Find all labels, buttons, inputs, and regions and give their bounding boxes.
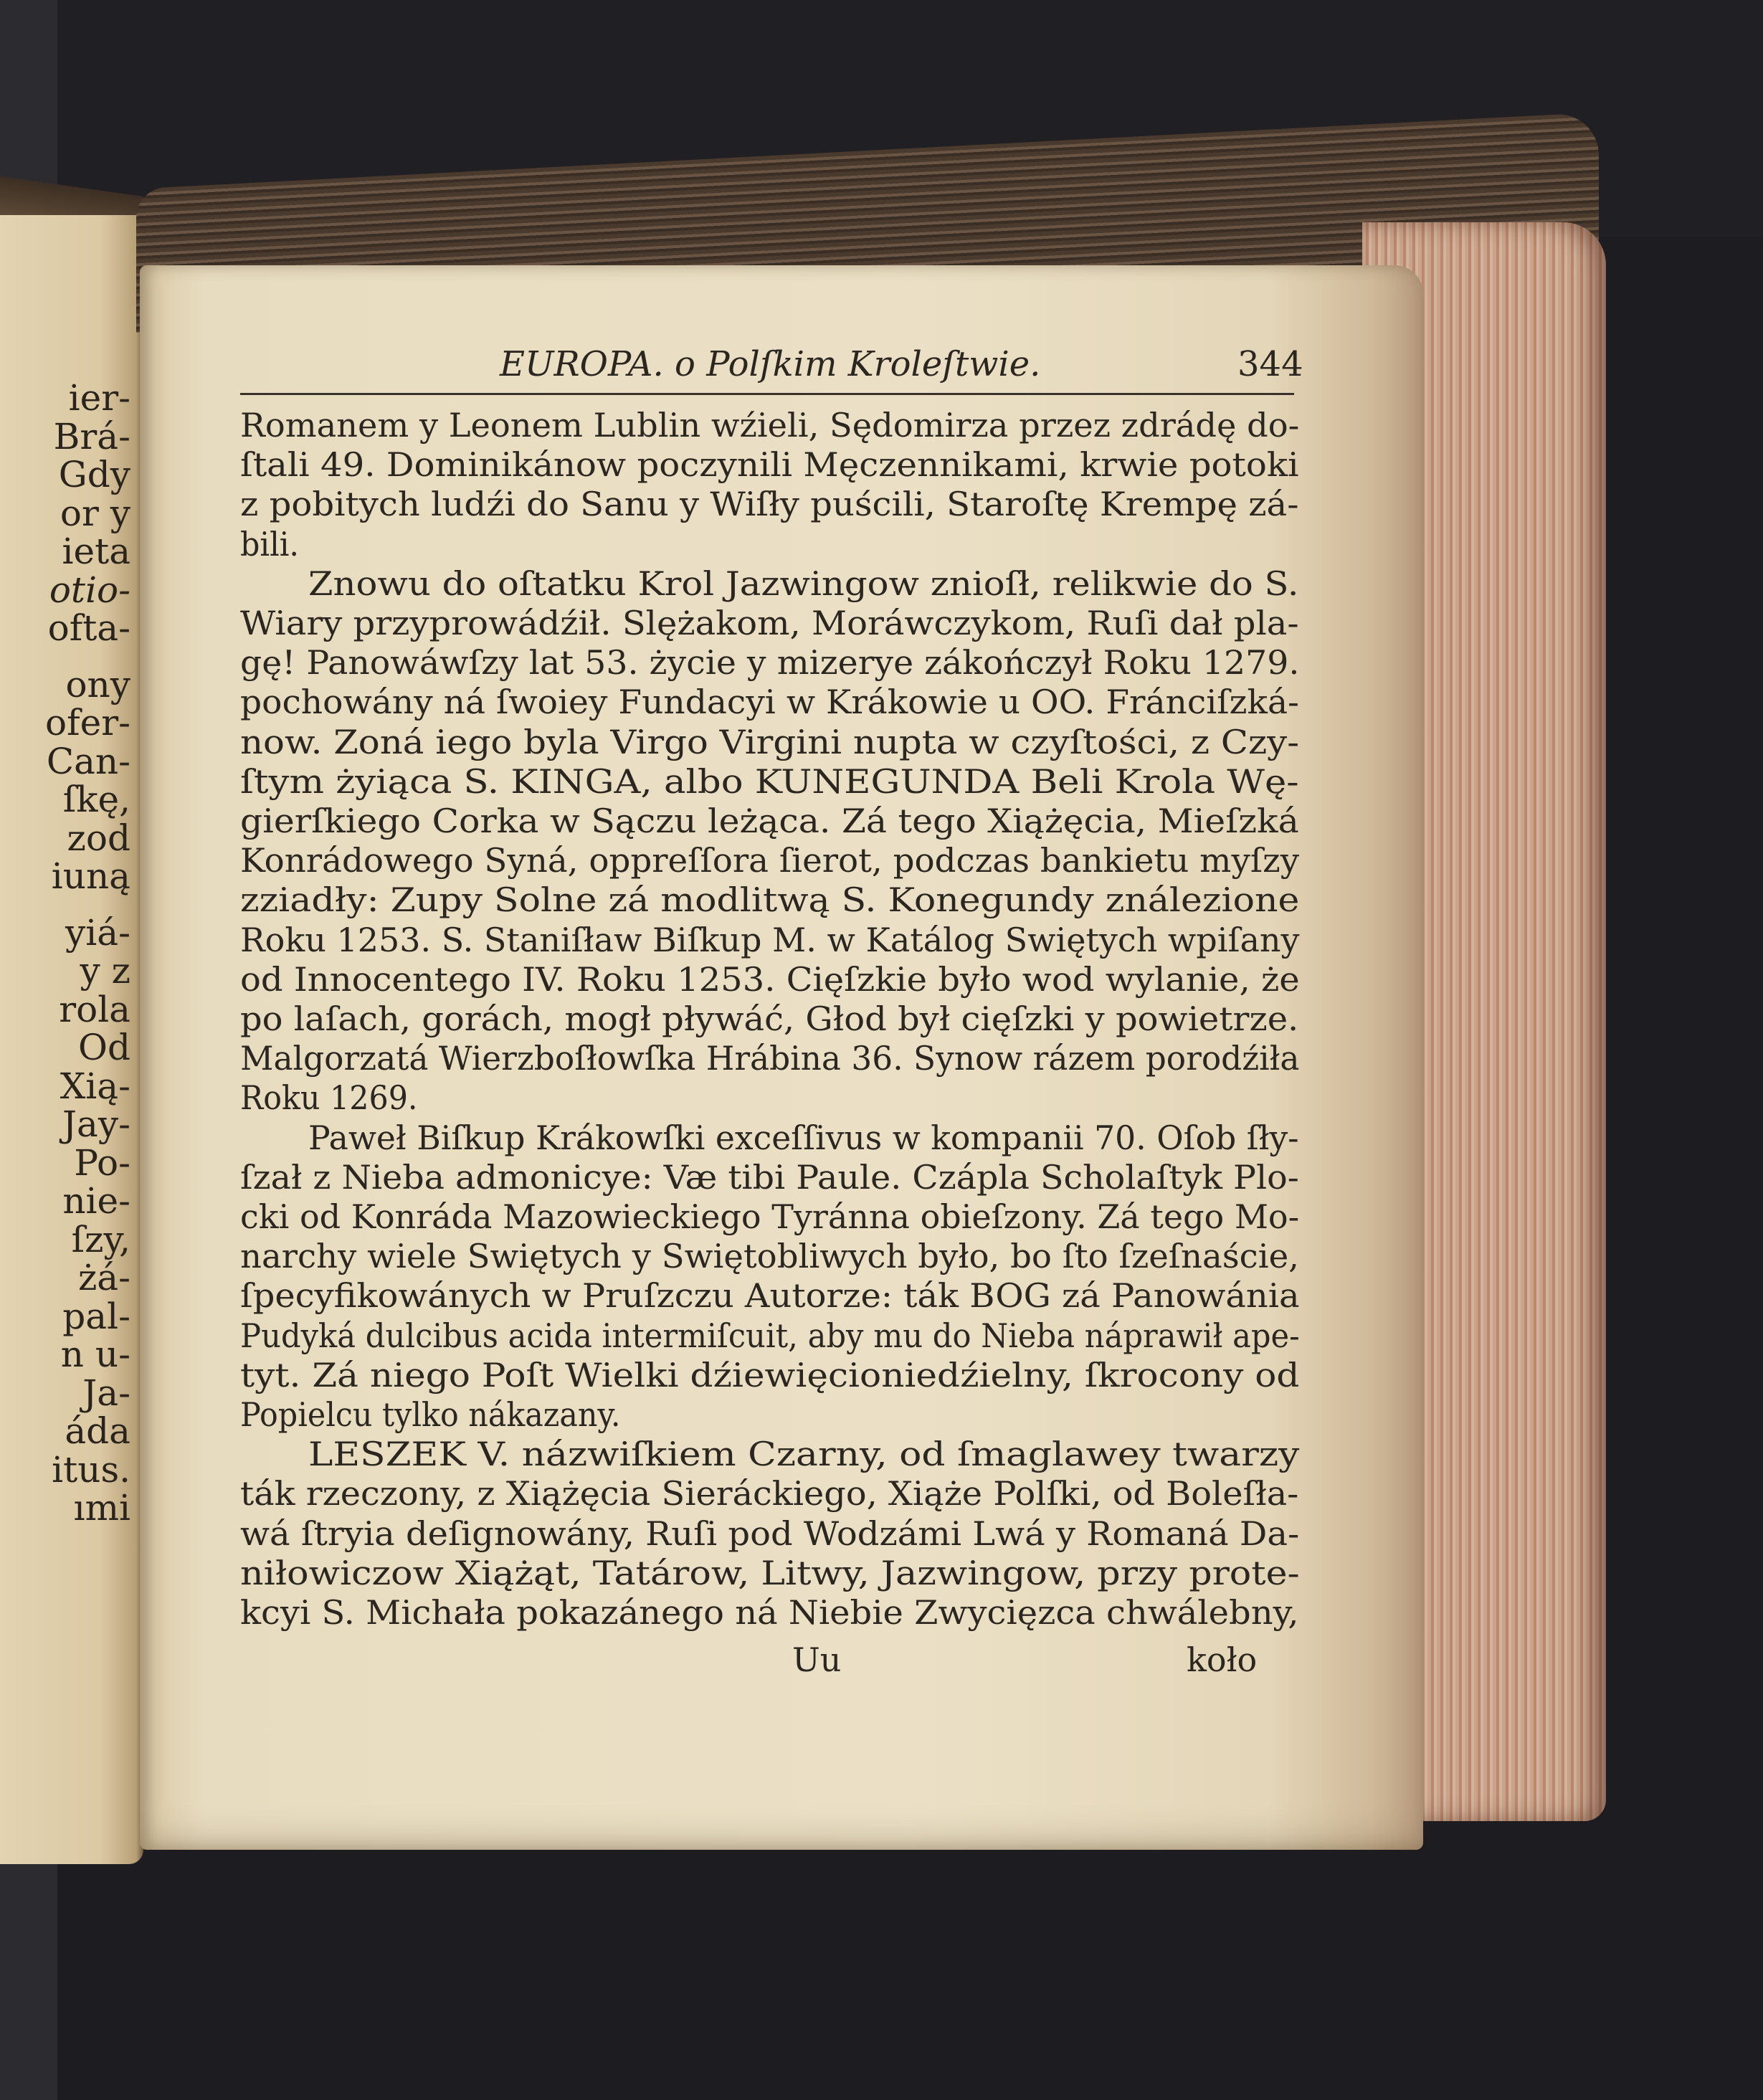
body-line: bili. [240,524,300,564]
body-line: niłowiczow Xiążąt, Tatárow, Litwy, Jazwingow, przy prote- [240,1553,1300,1592]
header-rule [240,393,1294,395]
left-page-fragment: ımi [73,1487,130,1529]
left-page-fragment: otio- [49,569,130,611]
signature-mark: Uu [792,1640,842,1679]
left-page [0,215,143,1864]
body-line: gierſkiego Corka w Sączu leżąca. Zá tego Xiążęcia, Mieſzká [240,802,1299,840]
left-page-fragment: or y [60,492,130,534]
body-line: Znowu do oſtatku Krol Jazwingow znioſł, relikwie do S. [308,564,1299,603]
left-page-fragment: n u- [60,1334,130,1375]
left-page-fragment: żá- [77,1257,130,1298]
left-page-fragment: zod [67,817,130,859]
body-line: ſzał z Nieba admonicye: Væ tibi Paule. Czápla Scholaſtyk Plo- [240,1157,1299,1197]
left-page-fragment: ofer- [45,702,130,743]
left-page-fragment: nie- [62,1180,130,1222]
body-line: zziadły: Zupy Solne zá modlitwą S. Konegundy ználezione [240,880,1300,920]
left-page-fragment: ony [65,663,130,705]
body-line: LESZEK V. názwiſkiem Czarny, od ſmaglawey twarzy [308,1435,1300,1474]
body-line: now. Zoná iego byla Virgo Virgini nupta w czyſtości, z Czy- [240,722,1300,761]
body-line: ſtali 49. Dominikánow poczynili Męczennikami, krwie potoki [240,445,1299,485]
body-line: Roku 1269. [240,1078,418,1118]
left-page-fragment: rola [59,988,130,1030]
body-line: tyt. Zá niego Poſt Wielki dźiewięcioniedźielny, ſkrocony od [240,1355,1300,1395]
body-line: z pobitych ludźi do Sanu y Wiſły puścili, Staroſtę Krempę zá- [240,485,1299,524]
body-line: Pudyká dulcibus acida intermiſcuit, aby mu do Nieba náprawił ape- [240,1316,1300,1355]
page-number: 344 [1237,344,1303,384]
left-page-fragment: Ja- [82,1372,130,1414]
left-page-fragment: ieta [62,531,130,572]
left-page-fragment: y z [80,950,130,992]
left-page-fragment: ſzy, [71,1218,130,1260]
left-page-fragment: Xią- [60,1065,130,1107]
left-page-fragment: Po- [74,1141,130,1184]
body-line: Malgorzatá Wierzboſłowſka Hrábina 36. Synow rázem porodźiła [240,1039,1300,1078]
running-title: EUROPA. o Polſkim Kroleſtwie. [500,344,1041,384]
body-line: narchy wiele Swiętych y Swiętobliwych było, bo ſto ſzeſnaście, [240,1237,1299,1276]
left-page-fragment: Can- [46,740,130,782]
left-page-fragment: Od [78,1027,130,1068]
body-line: cki od Konráda Mazowieckiego Tyránna obieſzony. Zá tego Mo- [240,1197,1300,1236]
body-line: pochowány ná ſwoiey Fundacyi w Krákowie u OO. Fránciſzká- [240,683,1299,722]
body-line: ták rzeczony, z Xiążęcia Sieráckiego, Xiąże Polſki, od Boleſła- [240,1474,1299,1514]
left-page-fragment: Brá- [53,415,130,457]
catchword: koło [1187,1640,1258,1679]
body-line: ſtym żyiąca S. KINGA, albo KUNEGUNDA Beli Krola Wę- [240,761,1299,801]
body-line: Paweł Biſkup Krákowſki exceſſivus w kompanii 70. Oſob ſły- [308,1118,1299,1157]
body-line: Roku 1253. S. Staniſław Biſkup M. w Katálog Swiętych wpiſany [240,920,1300,959]
left-page-fragment: ſkę, [62,779,130,820]
body-line: gę! Panowáwſzy lat 53. życie y mizerye zákończył Roku 1279. [240,643,1300,683]
left-page-fragment: Gdy [58,454,130,495]
left-page-fragment: yiá- [65,911,130,954]
left-page-fragment: Jay- [62,1103,130,1145]
body-line: kcyi S. Michała pokazánego ná Niebie Zwycięzca chwálebny, [240,1593,1299,1632]
body-line: Wiary przyprowádźił. Slężakom, Moráwczykom, Ruſi dał pla- [240,604,1299,642]
body-line: wá ſtryia deſignowány, Ruſi pod Wodzámi Lwá y Romaná Da- [240,1514,1300,1553]
body-line: od Innocentego IV. Roku 1253. Cięſzkie było wod wylanie, że [240,959,1300,999]
left-page-fragment: itus. [52,1448,130,1491]
body-line: Popielcu tylko nákazany. [240,1395,621,1434]
left-page-fragment: áda [65,1410,130,1452]
left-page-fragment: iuną [51,855,130,897]
left-page-fragment: ofta- [47,607,130,649]
body-line: po laſach, gorách, mogł pływáć, Głod był cięſzki y powietrze. [240,999,1299,1038]
body-line: Konrádowego Syná, oppreſſora ſierot, podczas bankietu myſzy [240,841,1300,880]
body-line: ſpecyfikowánych w Pruſzczu Autorze: ták BOG zá Panowánia [240,1276,1300,1316]
left-page-fragment: ier- [68,377,130,419]
left-page-fragment: pal- [62,1295,130,1337]
body-line: Romanem y Leonem Lublin wźieli, Sędomirza przez zdrádę do- [240,406,1300,445]
